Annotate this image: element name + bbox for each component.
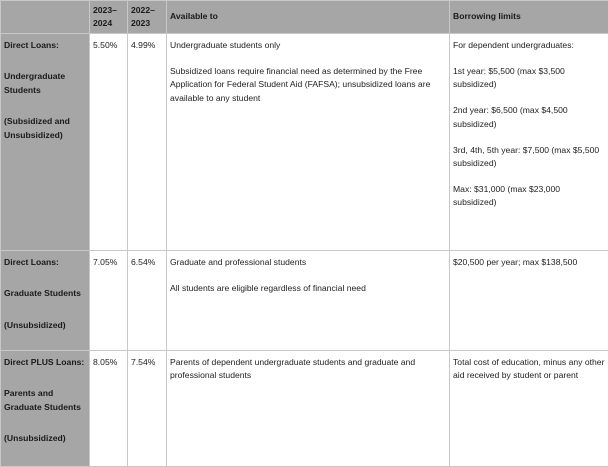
limit-text: $20,500 per year; max $138,500 — [453, 256, 605, 269]
row-label-line: Direct PLUS Loans: — [4, 356, 86, 369]
row-label-line: (Unsubsidized) — [4, 319, 86, 332]
header-2022-2023-label: 2022– 2023 — [131, 5, 155, 28]
rate-value: 4.99% — [131, 40, 155, 50]
rate-2023-2024 — [90, 351, 128, 467]
header-available-to-label: Available to — [170, 11, 218, 21]
row-label-line: Students — [4, 84, 86, 97]
row-label-line: Direct Loans: — [4, 39, 86, 52]
header-2023-2024-label: 2023– 2024 — [93, 5, 117, 28]
header-available-to — [167, 1, 450, 34]
borrowing-limits-cell — [450, 251, 608, 351]
rate-2022-2023 — [128, 351, 167, 467]
available-text: Subsidized loans require financial need as determined by the Free Application for Federal Student Aid (FAFSA); unsubsidized loans are available to any student — [170, 65, 446, 105]
row-label-undergraduate — [1, 34, 90, 251]
row-label-line: Unsubsidized) — [4, 129, 86, 142]
table-row-plus — [1, 351, 608, 467]
rate-value: 7.54% — [131, 357, 155, 367]
row-label-line: (Subsidized and — [4, 115, 86, 128]
limit-text: For dependent undergraduates: — [453, 39, 605, 52]
available-text: All students are eligible regardless of financial need — [170, 282, 446, 295]
limit-text: 1st year: $5,500 (max $3,500 subsidized) — [453, 65, 605, 92]
available-text: Graduate and professional students — [170, 256, 446, 269]
available-to-cell — [167, 351, 450, 467]
row-label-plus — [1, 351, 90, 467]
available-text: Undergraduate students only — [170, 39, 446, 52]
header-corner — [1, 1, 90, 34]
header-row — [1, 1, 608, 34]
rate-value: 8.05% — [93, 357, 117, 367]
header-2023-2024 — [90, 1, 128, 34]
rate-value: 7.05% — [93, 257, 117, 267]
rate-2022-2023 — [128, 34, 167, 251]
limit-text: 3rd, 4th, 5th year: $7,500 (max $5,500 subsidized) — [453, 144, 605, 171]
limit-text: 2nd year: $6,500 (max $4,500 subsidized) — [453, 104, 605, 131]
header-borrowing-limits-label: Borrowing limits — [453, 11, 521, 21]
header-borrowing-limits — [450, 1, 608, 34]
available-to-cell — [167, 34, 450, 251]
row-label-line: Undergraduate — [4, 70, 86, 83]
rate-2023-2024 — [90, 251, 128, 351]
available-text: Parents of dependent undergraduate students and graduate and professional students — [170, 356, 446, 383]
row-label-graduate — [1, 251, 90, 351]
limit-text: Total cost of education, minus any other aid received by student or parent — [453, 356, 605, 383]
header-2022-2023 — [128, 1, 167, 34]
row-label-line: Graduate Students — [4, 287, 86, 300]
rate-value: 6.54% — [131, 257, 155, 267]
rate-2022-2023 — [128, 251, 167, 351]
rate-value: 5.50% — [93, 40, 117, 50]
limit-text: Max: $31,000 (max $23,000 subsidized) — [453, 183, 605, 210]
table-row-graduate — [1, 251, 608, 351]
row-label-line: Direct Loans: — [4, 256, 86, 269]
row-label-line: Graduate Students — [4, 401, 86, 414]
table-row-undergraduate — [1, 34, 608, 251]
row-label-line: (Unsubsidized) — [4, 432, 86, 445]
borrowing-limits-cell — [450, 34, 608, 251]
borrowing-limits-cell — [450, 351, 608, 467]
row-label-line: Parents and — [4, 387, 86, 400]
available-to-cell — [167, 251, 450, 351]
rate-2023-2024 — [90, 34, 128, 251]
